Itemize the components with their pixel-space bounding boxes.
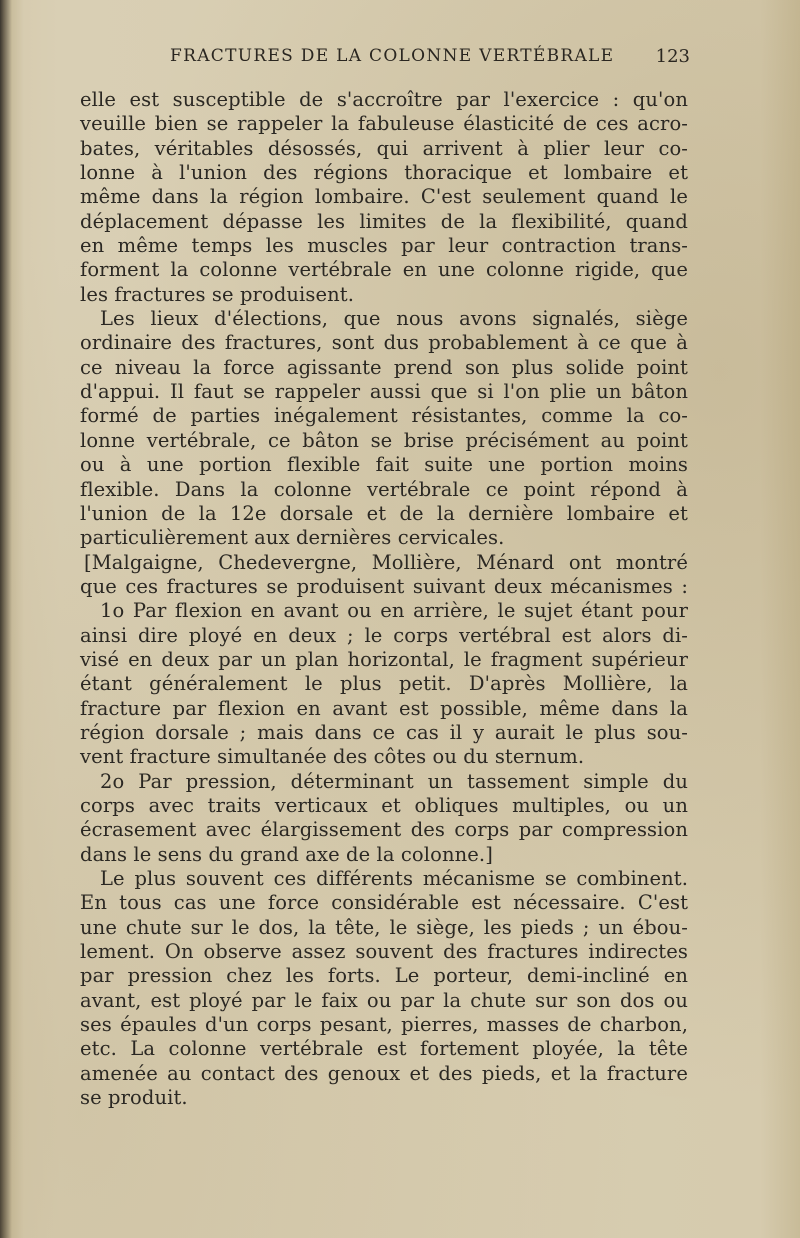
text-line: ou à une portion flexible fait suite une portion moins [80, 453, 688, 477]
text-line: Le plus souvent ces différents mécanisme se combinent. [100, 867, 688, 890]
text-line: une chute sur le dos, la tête, le siège, les pieds ; un ébou- [80, 915, 688, 939]
text-line: ce niveau la force agissante prend son plus solide point [80, 355, 688, 379]
text-line: bates, véritables désossés, qui arrivent à plier leur co- [80, 136, 688, 160]
text-line: région dorsale ; mais dans ce cas il y aurait le plus sou- [80, 720, 688, 744]
text-line: visé en deux par un plan horizontal, le fragment supérieur [80, 647, 688, 671]
text-line: par pression chez les forts. Le porteur, demi-incliné en [80, 964, 688, 988]
text-line: avant, est ployé par le faix ou par la chute sur son dos ou [80, 988, 688, 1012]
text-line: formé de parties inégalement résistantes, comme la co- [80, 404, 688, 428]
text-line: dans le sens du grand axe de la colonne.] [80, 842, 493, 866]
text-line: particulièrement aux dernières cervicales. [80, 526, 505, 550]
text-line: écrasement avec élargissement des corps par compression [80, 818, 688, 842]
text-line: lonne vertébrale, ce bâton se brise précisément au point [80, 428, 688, 452]
text-line: les fractures se produisent. [80, 282, 355, 306]
text-line: se produit. [80, 1086, 188, 1110]
running-head [170, 46, 690, 72]
text-line: ainsi dire ployé en deux ; le corps vertébral est alors di- [80, 623, 688, 647]
text-line: ordinaire des fractures, sont dus probablement à ce que à [80, 331, 688, 355]
text-line: l'union de la 12e dorsale et de la dernière lombaire et [80, 501, 688, 525]
page-number: 123 [655, 46, 690, 67]
text-line: Les lieux d'élections, que nous avons signalés, siège [100, 307, 688, 331]
text-line: vent fracture simultanée des côtes ou du sternum. [80, 745, 585, 769]
text-line: lement. On observe assez souvent des fractures indirectes [80, 940, 688, 964]
text-line: fracture par flexion en avant est possible, même dans la [80, 696, 688, 720]
text-line: etc. La colonne vertébrale est fortement ployée, la tête [80, 1037, 688, 1061]
text-line: 1o Par flexion en avant ou en arrière, le sujet étant pour [100, 599, 688, 623]
text-line: en même temps les muscles par leur contraction trans- [80, 234, 688, 258]
text-line: déplacement dépasse les limites de la flexibilité, quand [80, 209, 688, 233]
running-title: FRACTURES DE LA COLONNE VERTÉBRALE [170, 46, 615, 66]
text-line: d'appui. Il faut se rappeler aussi que si l'on plie un bâton [80, 380, 688, 404]
text-line: forment la colonne vertébrale en une colonne rigide, que [80, 258, 688, 282]
text-line: ses épaules d'un corps pesant, pierres, masses de charbon, [80, 1013, 688, 1037]
text-line: corps avec traits verticaux et obliques multiples, ou un [80, 793, 688, 817]
text-line: flexible. Dans la colonne vertébrale ce point répond à [80, 477, 688, 501]
text-line: En tous cas une force considérable est nécessaire. C'est [80, 891, 688, 915]
text-line: veuille bien se rappeler la fabuleuse élasticité de ces acro- [80, 112, 688, 136]
text-line: [Malgaigne, Chedevergne, Mollière, Ménard ont montré [84, 550, 688, 574]
text-line: même dans la région lombaire. C'est seulement quand le [80, 185, 688, 209]
text-line: lonne à l'union des régions thoracique et lombaire et [80, 161, 688, 185]
body-text [80, 88, 688, 1110]
text-line: étant généralement le plus petit. D'après Mollière, la [80, 672, 688, 696]
text-line: elle est susceptible de s'accroître par l'exercice : qu'on [80, 88, 688, 111]
text-line: que ces fractures se produisent suivant deux mécanismes : [80, 574, 688, 598]
text-line: amenée au contact des genoux et des pieds, et la fracture [80, 1061, 688, 1085]
text-line: 2o Par pression, déterminant un tassement simple du [100, 769, 688, 793]
